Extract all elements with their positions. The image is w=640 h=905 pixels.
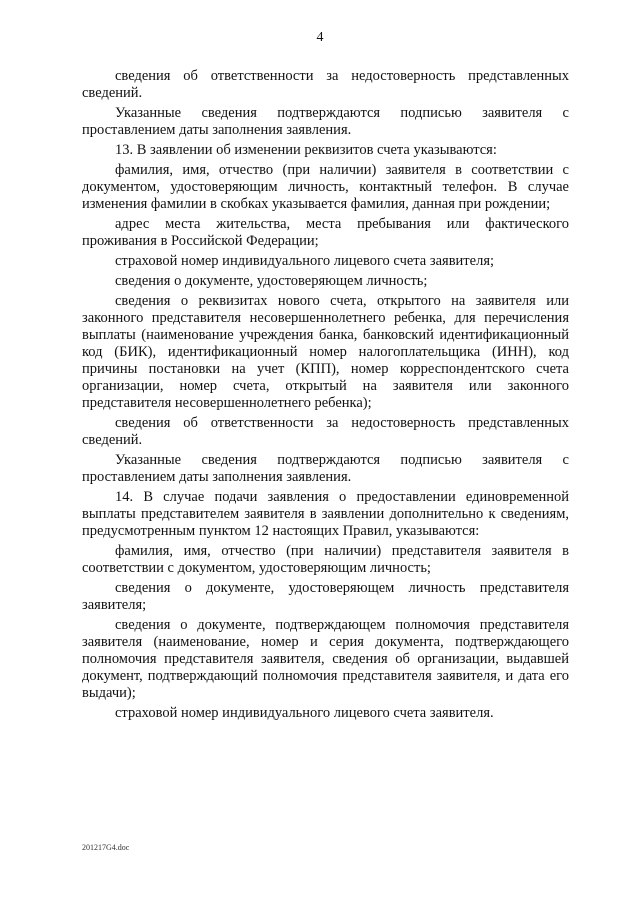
paragraph: фамилия, имя, отчество (при наличии) заявителя в соответствии с документом, удостоверяющим личность, контактный телефон. В случае изменения фамилии в скобках указывается фамилия, данная при рождении; [82, 162, 569, 212]
paragraph: 13. В заявлении об изменении реквизитов счета указываются: [115, 142, 497, 158]
paragraph: сведения о реквизитах нового счета, открытого на заявителя или законного представителя несовершеннолетнего ребенка, для перечисления выплаты (наименование учреждения банка, банковский идентификационный код (БИК), идентификационный номер налогоплательщика (ИНН), код причины постановки на учет (КПП), номер корреспондентского счета организации, номер счета, открытый на заявителя или законного представителя несовершеннолетнего ребенка); [82, 293, 569, 411]
paragraph: сведения об ответственности за недостоверность представленных сведений. [82, 415, 569, 448]
paragraph: сведения о документе, удостоверяющем личность представителя заявителя; [82, 580, 569, 613]
paragraph: Указанные сведения подтверждаются подписью заявителя с проставлением даты заполнения заявления. [82, 105, 569, 138]
paragraph: сведения о документе, удостоверяющем личность; [115, 273, 428, 289]
paragraph: фамилия, имя, отчество (при наличии) представителя заявителя в соответствии с документом, удостоверяющим личность; [82, 543, 569, 576]
paragraph: Указанные сведения подтверждаются подписью заявителя с проставлением даты заполнения заявления. [82, 452, 569, 485]
document-body [82, 68, 569, 725]
paragraph: страховой номер индивидуального лицевого счета заявителя; [115, 253, 495, 269]
paragraph: 14. В случае подачи заявления о предоставлении единовременной выплаты представителем заявителя в заявлении дополнительно к сведениям, предусмотренным пунктом 12 настоящих Правил, указываются: [82, 489, 569, 539]
paragraph: сведения о документе, подтверждающем полномочия представителя заявителя (наименование, номер и серия документа, подтверждающего полномочия представителя заявителя, сведения об организации, выдавшей документ, подтверждающий полномочия представителя заявителя, и дата его выдачи); [82, 617, 569, 701]
paragraph: страховой номер индивидуального лицевого счета заявителя. [115, 705, 494, 721]
paragraph: адрес места жительства, места пребывания или фактического проживания в Российской Федерации; [82, 216, 569, 249]
paragraph: сведения об ответственности за недостоверность представленных сведений. [82, 68, 569, 101]
page-number: 4 [316, 30, 324, 45]
file-name-footer: 201217G4.doc [82, 843, 130, 852]
